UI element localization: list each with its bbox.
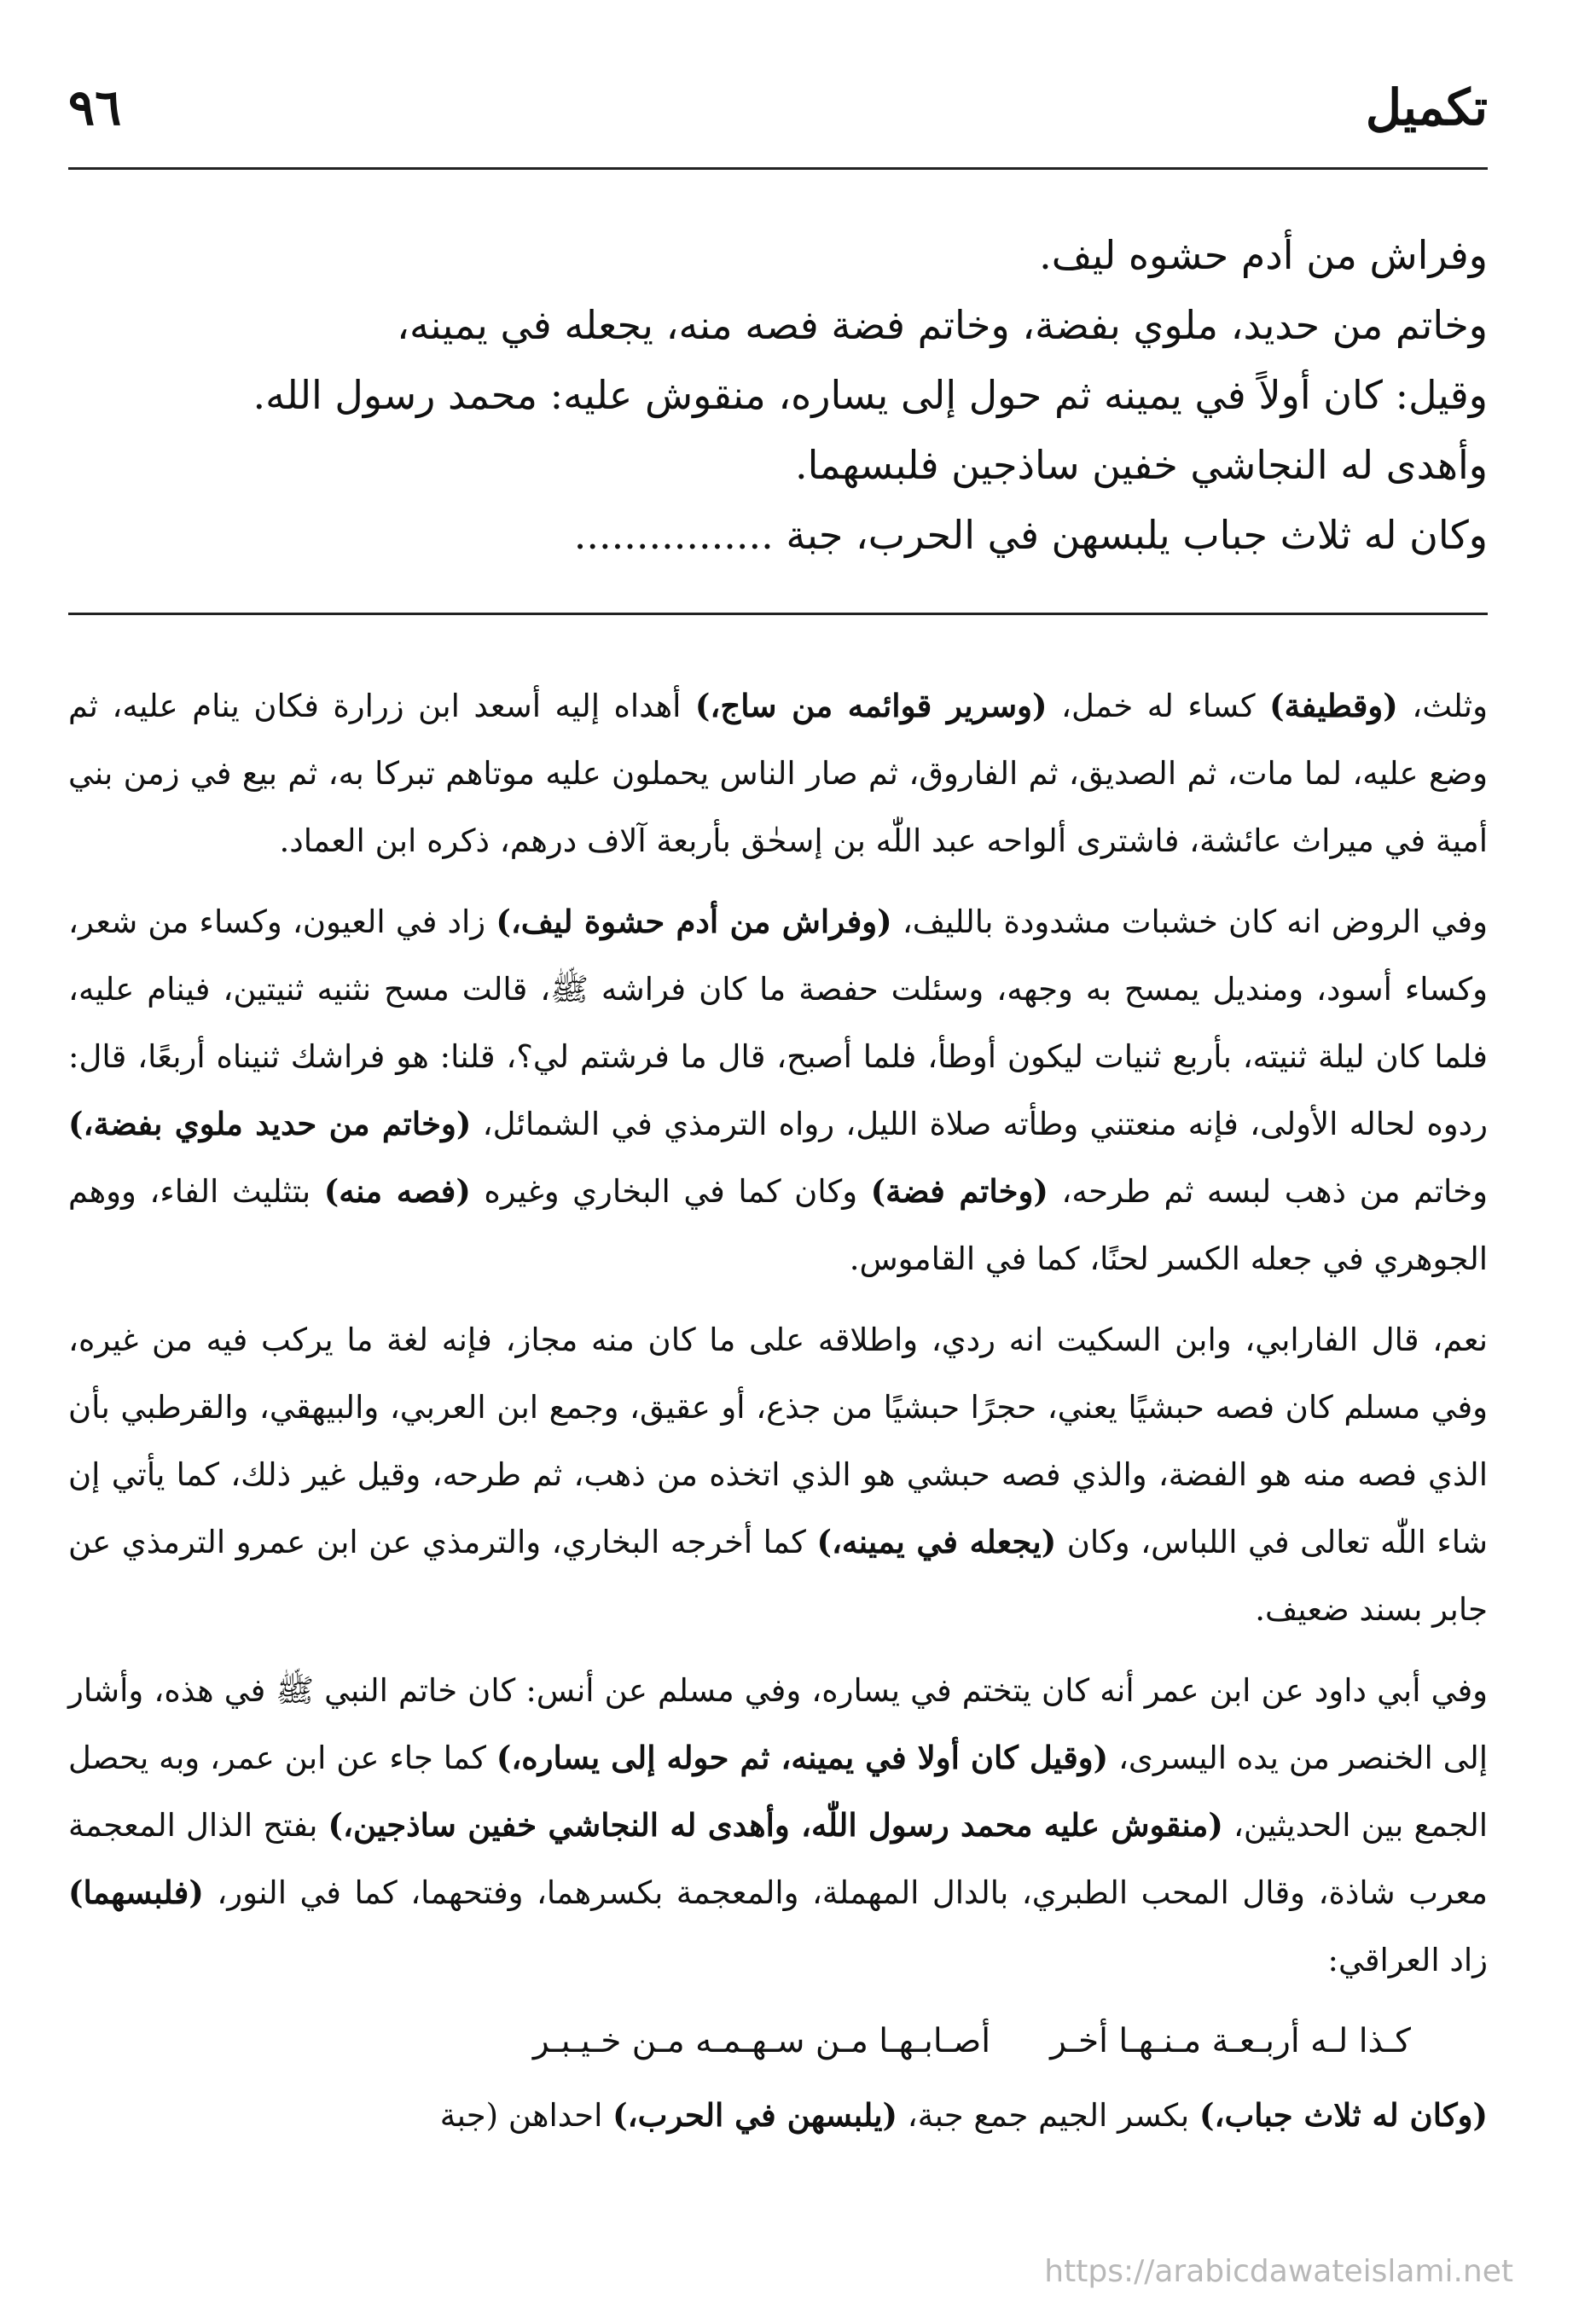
quoted-matn: (وسرير قوائمه من ساج،): [694, 687, 1048, 724]
quoted-matn: (فصه منه): [323, 1172, 471, 1210]
poem-hemistich-second: أصـابـهـا مـن سـهـمـه مـن خـيـبـر: [532, 2022, 991, 2060]
text-run: وفي أبي داود عن ابن عمر أنه كان يتختم في يساره، وفي مسلم عن أنس: كان خاتم النبي ﷺ في هذه، وأشار إلى الخنصر من يده اليسرى،: [68, 1672, 1488, 1776]
header-title: تكميل: [1365, 78, 1488, 137]
quoted-matn: (وخاتم فضة): [870, 1172, 1048, 1210]
quoted-matn: (فلبسهما): [68, 1874, 204, 1911]
text-run: زاد العراقي:: [1327, 1942, 1488, 1978]
matn-rule: [68, 613, 1488, 615]
text-run: بفتح الذال المعجمة معرب شاذة، وقال المحب الطبري، بالدال المهملة، والمعجمة بكسرهما، وفتحهما، كما في النور،: [68, 1807, 1488, 1911]
text-run: وفي الروض انه كان خشبات مشدودة بالليف،: [891, 903, 1488, 940]
page-number: ٩٦: [68, 78, 122, 137]
matn-line: وخاتم من حديد، ملوي بفضة، وخاتم فضة فصه منه، يجعله في يمينه،: [397, 302, 1488, 348]
text-run: زاد في العيون، وكساء من شعر، وكساء أسود، ومنديل يمسح به وجهه، وسئلت حفصة ما كان فراشه ﷺ، قالت مسح نثنيه ثنيتين، فينام عليه، فلما كان ليلة ثنيته، بأربع ثنيات ليكون أوطأ، فلما أصبح، قال ما فرشتم لي؟، قلنا: هو فراشك ثنيناه أربعًا، قال: ردوه لحاله الأولى، فإنه منعتني وطأته صلاة الليل، رواه الترمذي في الشمائل،: [68, 903, 1488, 1142]
commentary-paragraph: [68, 1657, 1488, 1994]
text-run: كما أخرجه البخاري، والترمذي عن ابن عمرو الترمذي عن جابر بسند ضعيف.: [68, 1524, 1488, 1628]
quoted-matn: (وكان له ثلاث جباب،): [1199, 2096, 1488, 2134]
commentary-paragraph: [68, 888, 1488, 1293]
matn-line-text: وكان له ثلاث جباب يلبسهن في الحرب، جبة: [786, 512, 1488, 558]
commentary-paragraph: [68, 2082, 1488, 2149]
commentary-text: [68, 672, 1488, 2163]
quoted-matn: (وقطيفة): [1269, 687, 1398, 724]
quoted-matn: (وخاتم من حديد ملوي بفضة،): [68, 1105, 472, 1142]
commentary-paragraph: [68, 1306, 1488, 1643]
matn-text: [68, 220, 1488, 570]
text-run: وكان كما في البخاري وغيره: [470, 1173, 871, 1210]
matn-line: وأهدى له النجاشي خفين ساذجين فلبسهما.: [794, 442, 1488, 488]
matn-line: [68, 500, 1488, 570]
text-run: وخاتم من ذهب لبسه ثم طرحه،: [1048, 1173, 1489, 1210]
quoted-matn: (يجعله في يمينه،): [816, 1523, 1057, 1560]
text-run: احداهن (جبة: [439, 2097, 613, 2134]
header-rule: [68, 167, 1488, 170]
quoted-matn: (منقوش عليه محمد رسول اللّٰه، وأهدى له النجاشي خفين ساذجين،): [328, 1806, 1223, 1844]
watermark-url: https://arabicdawateislami.net: [1044, 2254, 1513, 2289]
text-run: كساء له خمل،: [1047, 688, 1270, 724]
commentary-paragraph: [68, 672, 1488, 874]
matn-line: وقيل: كان أولاً في يمينه ثم حول إلى يساره، منقوش عليه: محمد رسول الله.: [252, 372, 1488, 418]
text-run: أهداه إليه أسعد ابن زرارة فكان ينام عليه، ثم وضع عليه، لما مات، ثم الصديق، ثم الفاروق، ثم صار الناس يحملون عليه موتاهم تبركا به، ثم بيع في زمن بني أمية في ميراث عائشة، فاشترى ألواحه عبد اللّٰه بن إسحٰق بأربعة آلاف درهم، ذكره ابن العماد.: [68, 688, 1488, 859]
text-run: بكسر الجيم جمع جبة،: [897, 2097, 1199, 2134]
poem-hemistich-first: كـذا لـه أربـعـة مـنـهـا أخـر: [1050, 2022, 1411, 2060]
matn-dots: ................: [573, 512, 774, 558]
poem-verse: [68, 2007, 1488, 2075]
quoted-matn: (وقيل كان أولا في يمينه، ثم حوله إلى يساره،): [496, 1739, 1109, 1776]
text-run: بتثليث الفاء، ووهم الجوهري في جعله الكسر لحنًا، كما في القاموس.: [68, 1173, 1488, 1277]
running-header: [68, 78, 1488, 155]
text-run: نعم، قال الفارابي، وابن السكيت انه ردي، واطلاقه على ما كان منه مجاز، فإنه لغة ما يركب فيه من غيره، وفي مسلم كان فصه حبشيًا يعني، حجرًا حبشيًا من جذع، أو عقيق، وجمع ابن العربي، والبيهقي، والقرطبي بأن الذي فصه منه هو الفضة، والذي فصه حبشي هو الذي اتخذه من ذهب، ثم طرحه، وقيل غير ذلك، كما يأتي إن شاء اللّٰه تعالى في اللباس، وكان: [68, 1322, 1489, 1560]
text-run: وثلث،: [1397, 688, 1488, 724]
matn-line: وفراش من أدم حشوه ليف.: [1039, 232, 1488, 278]
quoted-matn: (يلبسهن في الحرب،): [612, 2096, 898, 2134]
quoted-matn: (وفراش من أدم حشوة ليف،): [496, 903, 892, 940]
text-run: كما جاء عن ابن عمر، وبه يحصل الجمع بين الحديثين،: [68, 1740, 1489, 1844]
